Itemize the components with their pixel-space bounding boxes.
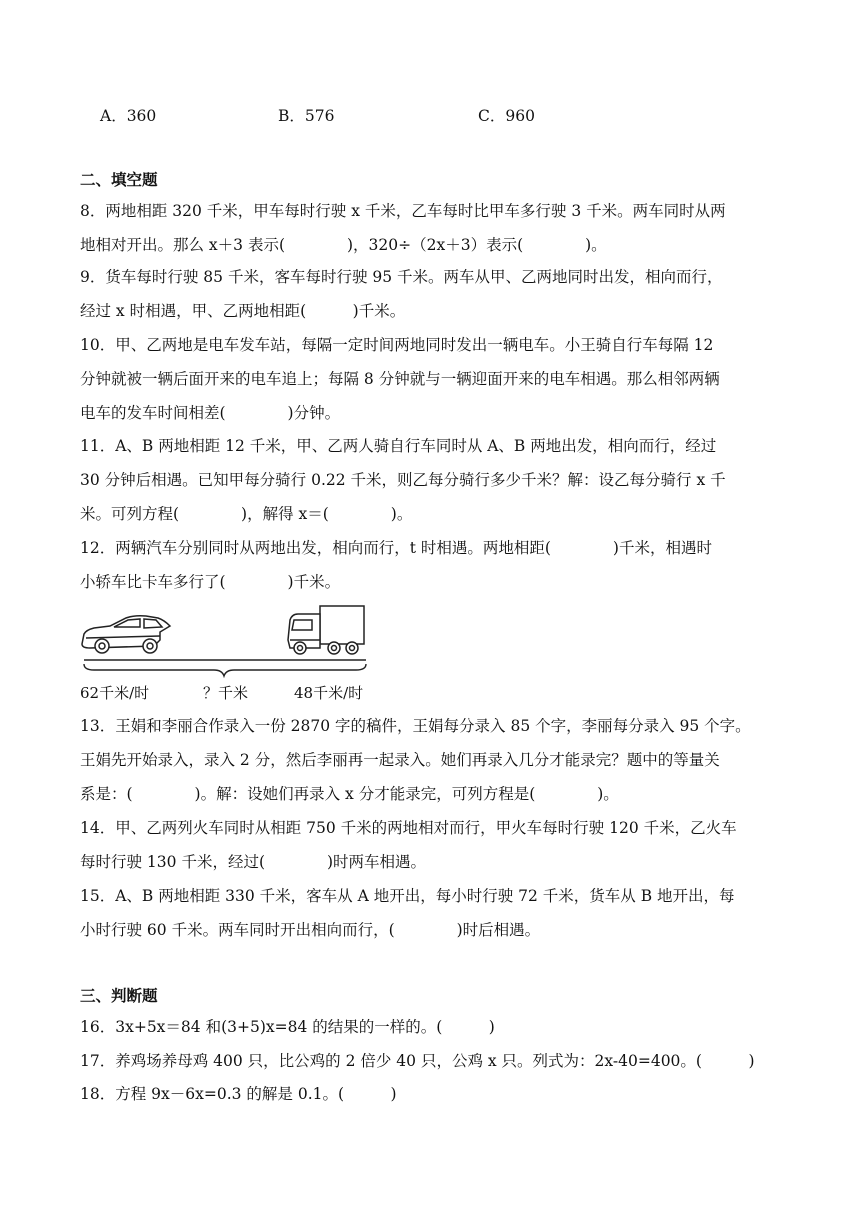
question-11-line-1: 11．A、B 两地相距 12 千米，甲、乙两人骑自行车同时从 A、B 两地出发，相向而行，经过 — [80, 437, 717, 455]
car-icon — [82, 616, 170, 653]
question-14-line-2: 每时行驶 130 千米，经过( )时两车相遇。 — [80, 853, 427, 871]
question-16: 16．3x+5x＝84 和(3+5)x=84 的结果的一样的。( ) — [80, 1018, 495, 1036]
question-12-line-2: 小轿车比卡车多行了( )千米。 — [80, 573, 341, 591]
question-10-line-2: 分钟就被一辆后面开来的电车追上；每隔 8 分钟就与一辆迎面开来的电车相遇。那么相邻两辆 — [80, 370, 720, 388]
question-13-line-2: 王娟先开始录入，录入 2 分，然后李丽再一起录入。她们再录入几分才能录完？题中的等量关 — [80, 751, 720, 769]
question-13-line-3: 系是：( )。解：设她们再录入 x 分才能录完，可列方程是( )。 — [80, 785, 619, 803]
question-8-line-1: 8．两地相距 320 千米，甲车每时行驶 x 千米，乙车每时比甲车多行驶 3 千米。两车同时从两 — [80, 202, 726, 220]
question-8-line-2: 地相对开出。那么 x＋3 表示( )，320÷（2x＋3）表示( )。 — [80, 236, 607, 254]
truck-icon — [288, 606, 364, 654]
question-17: 17．养鸡场养母鸡 400 只，比公鸡的 2 倍少 40 只，公鸡 x 只。列式为：2x-40=400。( ) — [80, 1052, 755, 1070]
question-10-line-1: 10．甲、乙两地是电车发车站，每隔一定时间两地同时发出一辆电车。小王骑自行车每隔 12 — [80, 336, 714, 354]
question-9-line-1: 9．货车每时行驶 85 千米，客车每时行驶 95 千米。两车从甲、乙两地同时出发，相向而行， — [80, 268, 723, 286]
option-c: C．960 — [478, 107, 535, 125]
question-11-line-2: 30 分钟后相遇。已知甲每分骑行 0.22 千米，则乙每分骑行多少千米？解：设乙每分骑行 x 千 — [80, 471, 726, 489]
distance-brace — [84, 660, 366, 676]
option-b: B．576 — [278, 107, 335, 125]
question-11-line-3: 米。可列方程( )，解得 x＝( )。 — [80, 505, 413, 523]
question-14-line-1: 14．甲、乙两列火车同时从相距 750 千米的两地相对而行，甲火车每时行驶 120 千米，乙火车 — [80, 819, 737, 837]
option-a: A．360 — [100, 107, 157, 125]
section-judge-title: 三、判断题 — [80, 987, 158, 1005]
question-9-line-2: 经过 x 时相遇，甲、乙两地相距( )千米。 — [80, 302, 406, 320]
question-12-line-1: 12．两辆汽车分别同时从两地出发，相向而行，t 时相遇。两地相距( )千米，相遇时 — [80, 539, 712, 557]
section-fill-blank-title: 二、填空题 — [80, 171, 158, 189]
car-speed-label: 62千米/时 — [80, 684, 150, 702]
question-13-line-1: 13．王娟和李丽合作录入一份 2870 字的稿件，王娟每分录入 85 个字，李丽每分录入 95 个字。 — [80, 717, 751, 735]
distance-unknown-label: ？千米 — [203, 684, 249, 702]
question-18: 18．方程 9x－6x=0.3 的解是 0.1。( ) — [80, 1085, 397, 1103]
question-15-line-2: 小时行驶 60 千米。两车同时开出相向而行，( )时后相遇。 — [80, 921, 541, 939]
question-10-line-3: 电车的发车时间相差( )分钟。 — [80, 404, 341, 422]
question-15-line-1: 15．A、B 两地相距 330 千米，客车从 A 地开出，每小时行驶 72 千米，货车从 B 地开出，每 — [80, 887, 735, 905]
truck-speed-label: 48千米/时 — [294, 684, 364, 702]
